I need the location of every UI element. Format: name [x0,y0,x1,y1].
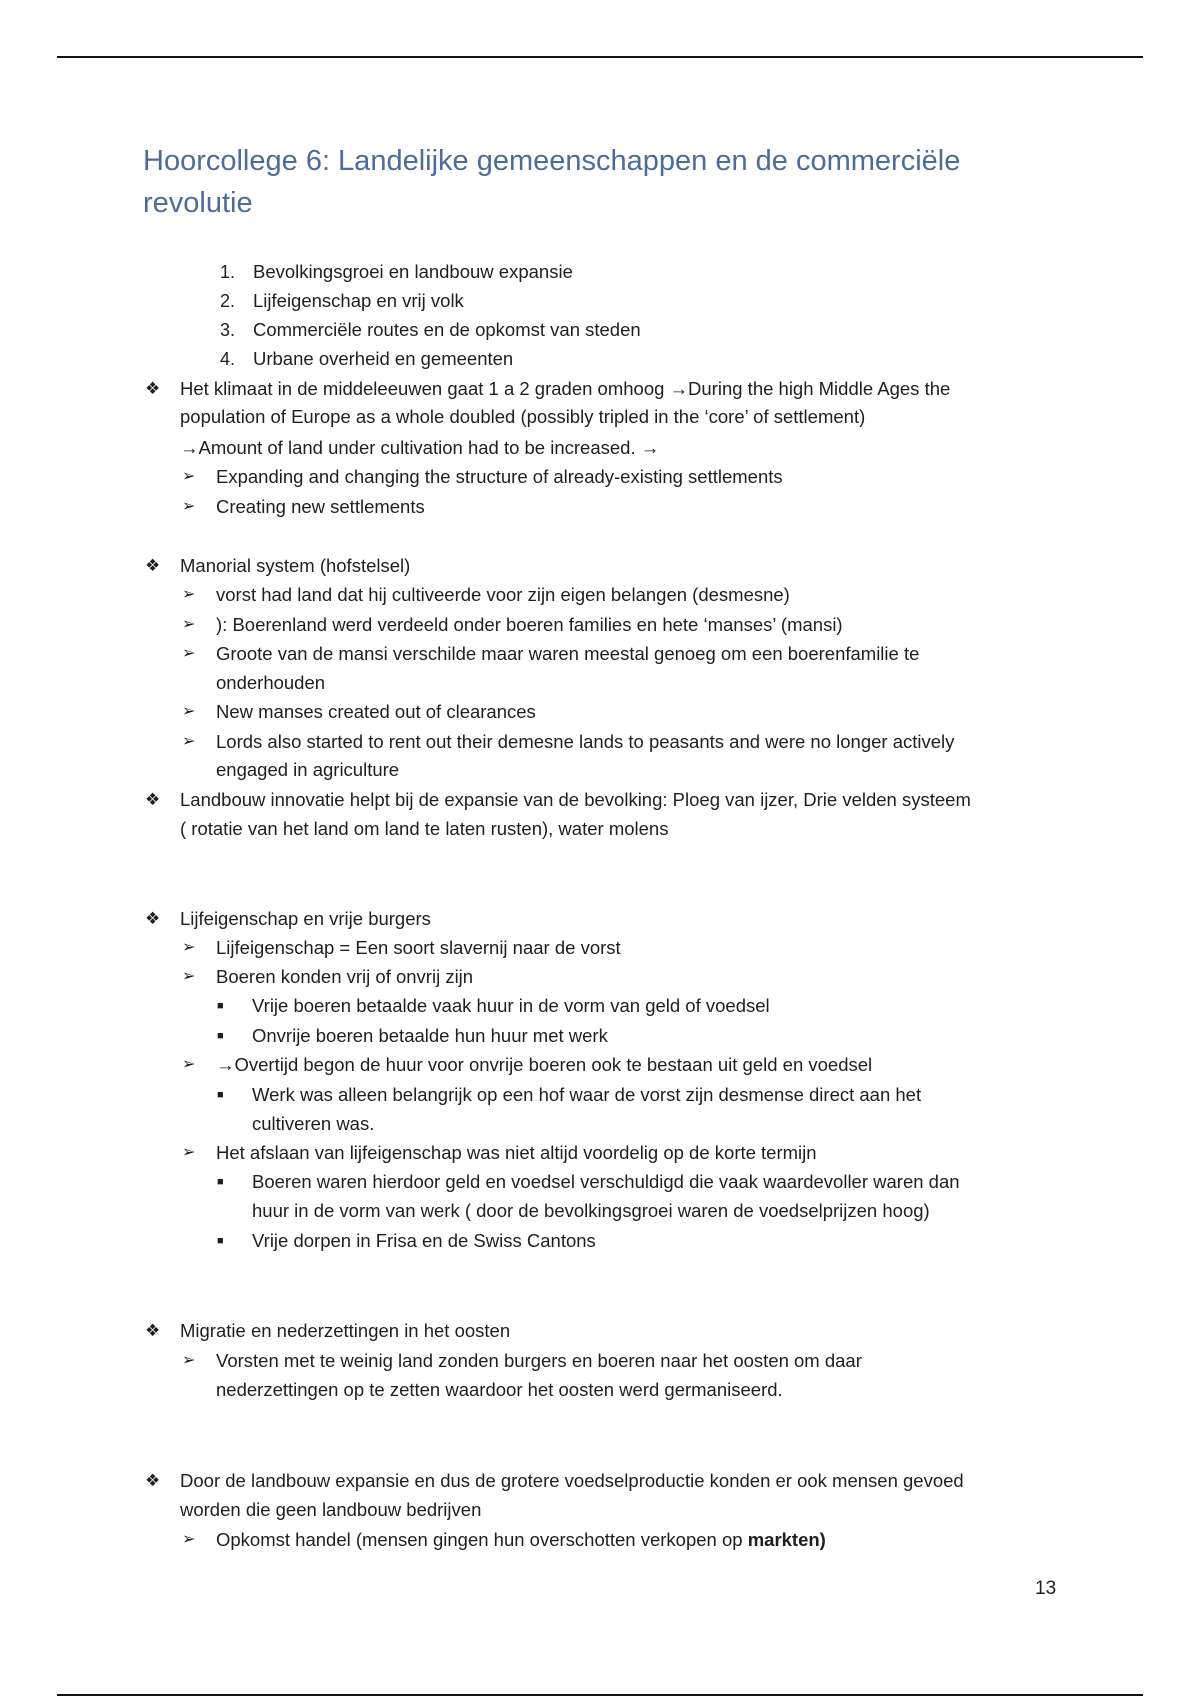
square-bullet-icon: ■ [217,1235,224,1247]
diamond-bullet-icon: ❖ [145,556,161,575]
sub-bullet: New manses created out of clearances [216,701,536,722]
bullet-line: Landbouw innovatie helpt bij de expansie van de bevolking: Ploeg van ijzer, Drie velden systeem [180,789,971,810]
diamond-bullet-icon: ❖ [145,909,161,928]
arrow-bullet-icon: ➢ [182,1531,196,1548]
square-bullet-icon: ■ [217,1176,224,1188]
bullet-line: Lijfeigenschap en vrije burgers [180,908,431,929]
bullet-line: Door de landbouw expansie en dus de grotere voedselproductie konden er ook mensen gevoed [180,1470,964,1491]
sub-bullet: engaged in agriculture [216,759,400,780]
sub-bullet: Lords also started to rent out their demesne lands to peasants and were no longer actively [216,731,955,752]
square-bullet-icon: ■ [217,1000,224,1012]
sub-sub-bullet: Vrije dorpen in Frisa en de Swiss Cantons [252,1230,596,1251]
bold-term: markten) [747,1529,826,1550]
sub-sub-bullet: Vrije boeren betaalde vaak huur in de vorm van geld of voedsel [252,995,770,1016]
list-number: 4. [219,349,235,369]
sub-sub-bullet: Werk was alleen belangrijk op een hof waar de vorst zijn desmense direct aan het [252,1084,922,1105]
arrow-bullet-icon: ➢ [182,968,196,985]
sub-bullet: →Overtijd begon de huur voor onvrije boeren ook te bestaan uit geld en voedsel [216,1054,873,1075]
bullet-line: ( rotatie van het land om land te laten rusten), water molens [180,818,669,839]
bullet-line: worden die geen landbouw bedrijven [180,1499,482,1520]
page-number: 13 [1035,1578,1057,1599]
sub-bullet: Creating new settlements [216,496,425,517]
bullet-line: population of Europe as a whole doubled (possibly tripled in the ‘core’ of settlement) [180,406,866,427]
bullet-line: Het klimaat in de middeleeuwen gaat 1 a 2 graden omhoog →During the high Middle Ages the [180,378,951,399]
arrow-bullet-icon: ➢ [182,498,196,515]
sub-bullet: vorst had land dat hij cultiveerde voor zijn eigen belangen (desmesne) [216,584,790,605]
sub-sub-bullet: huur in de vorm van werk ( door de bevolkingsgroei waren de voedselprijzen hoog) [252,1200,930,1221]
sub-sub-bullet: Boeren waren hierdoor geld en voedsel verschuldigd die vaak waardevoller waren dan [252,1171,960,1192]
diamond-bullet-icon: ❖ [145,790,161,809]
sub-bullet: Expanding and changing the structure of already-existing settlements [216,466,783,487]
diamond-bullet-icon: ❖ [145,1471,161,1490]
diamond-bullet-icon: ❖ [145,1321,161,1340]
arrow-bullet-icon: ➢ [182,1056,196,1073]
sub-bullet [216,1526,826,1554]
sub-sub-bullet: Onvrije boeren betaalde hun huur met werk [252,1025,608,1046]
list-number: 3. [219,320,235,340]
sub-bullet: Vorsten met te weinig land zonden burgers en boeren naar het oosten om daar [216,1350,862,1371]
arrow-bullet-icon: ➢ [182,616,196,633]
arrow-bullet-icon: ➢ [182,1144,196,1161]
sub-bullet: ): Boerenland werd verdeeld onder boeren families en hete ‘manses’ (mansi) [216,614,843,635]
outline-item: Commerciële routes en de opkomst van steden [253,319,641,340]
header-rule [57,56,1143,58]
sub-bullet: Boeren konden vrij of onvrij zijn [216,966,474,987]
sub-bullet-text: Opkomst handel (mensen gingen hun overschotten verkopen op [216,1529,748,1550]
outline-item: Lijfeigenschap en vrij volk [253,290,464,311]
square-bullet-icon: ■ [217,1089,224,1101]
square-bullet-icon: ■ [217,1030,224,1042]
bullet-line: Migratie en nederzettingen in het oosten [180,1320,511,1341]
sub-bullet: Groote van de mansi verschilde maar waren meestal genoeg om een boerenfamilie te [216,643,920,664]
sub-sub-bullet: cultiveren was. [252,1113,375,1134]
footer-rule [57,1694,1143,1696]
outline-item: Bevolkingsgroei en landbouw expansie [253,261,573,282]
list-number: 1. [219,262,235,282]
arrow-bullet-icon: ➢ [182,703,196,720]
sub-bullet: Het afslaan van lijfeigenschap was niet altijd voordelig op de korte termijn [216,1142,817,1163]
sub-bullet: onderhouden [216,672,326,693]
arrow-bullet-icon: ➢ [182,586,196,603]
arrow-bullet-icon: ➢ [182,733,196,750]
diamond-bullet-icon: ❖ [145,379,161,398]
sub-bullet: Lijfeigenschap = Een soort slavernij naar de vorst [216,937,621,958]
bullet-line: Manorial system (hofstelsel) [180,555,411,576]
list-number: 2. [219,291,235,311]
arrow-bullet-icon: ➢ [182,645,196,662]
page-title: Hoorcollege 6: Landelijke gemeenschappen en de commerciële revolutie [143,145,961,219]
arrow-bullet-icon: ➢ [182,468,196,485]
sub-bullet: nederzettingen op te zetten waardoor het oosten werd germaniseerd. [216,1379,783,1400]
arrow-bullet-icon: ➢ [182,939,196,956]
bullet-line: →Amount of land under cultivation had to be increased. → [180,437,660,458]
outline-item: Urbane overheid en gemeenten [253,348,514,369]
arrow-bullet-icon: ➢ [182,1352,196,1369]
